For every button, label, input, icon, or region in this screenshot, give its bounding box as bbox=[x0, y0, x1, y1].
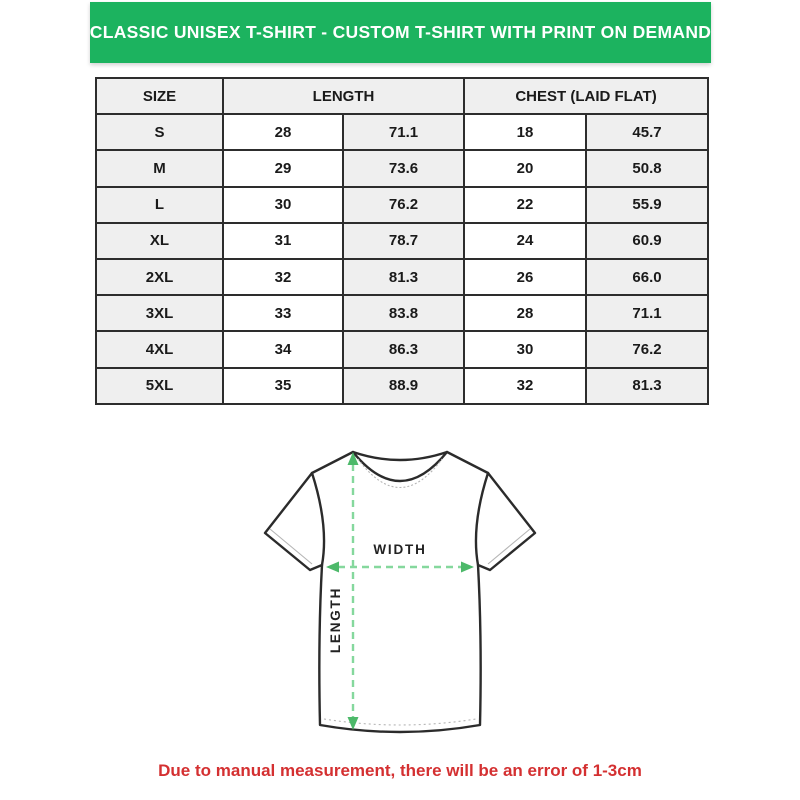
col-header-length: LENGTH bbox=[223, 78, 464, 114]
table-row bbox=[96, 368, 708, 404]
length-in: 32 bbox=[223, 259, 343, 295]
chest-cm: 55.9 bbox=[586, 187, 708, 223]
chest-in: 20 bbox=[464, 150, 586, 186]
size-label: L bbox=[96, 187, 223, 223]
length-label: LENGTH bbox=[328, 586, 343, 654]
table-row bbox=[96, 187, 708, 223]
size-label: S bbox=[96, 114, 223, 150]
chest-cm: 60.9 bbox=[586, 223, 708, 259]
size-label: XL bbox=[96, 223, 223, 259]
length-cm: 73.6 bbox=[343, 150, 464, 186]
length-cm: 83.8 bbox=[343, 295, 464, 331]
chest-in: 28 bbox=[464, 295, 586, 331]
col-header-size: SIZE bbox=[96, 78, 223, 114]
tshirt-diagram bbox=[250, 438, 550, 748]
size-label: 5XL bbox=[96, 368, 223, 404]
length-in: 33 bbox=[223, 295, 343, 331]
measurement-disclaimer: Due to manual measurement, there will be an error of 1-3cm bbox=[158, 761, 642, 780]
length-cm: 71.1 bbox=[343, 114, 464, 150]
size-label: 4XL bbox=[96, 331, 223, 367]
chest-cm: 71.1 bbox=[586, 295, 708, 331]
length-in: 35 bbox=[223, 368, 343, 404]
length-in: 30 bbox=[223, 187, 343, 223]
chest-in: 18 bbox=[464, 114, 586, 150]
chest-in: 26 bbox=[464, 259, 586, 295]
size-label: M bbox=[96, 150, 223, 186]
length-in: 34 bbox=[223, 331, 343, 367]
length-in: 29 bbox=[223, 150, 343, 186]
chest-cm: 66.0 bbox=[586, 259, 708, 295]
length-cm: 76.2 bbox=[343, 187, 464, 223]
size-label: 2XL bbox=[96, 259, 223, 295]
chest-in: 24 bbox=[464, 223, 586, 259]
length-in: 28 bbox=[223, 114, 343, 150]
table-row bbox=[96, 295, 708, 331]
length-cm: 78.7 bbox=[343, 223, 464, 259]
chest-in: 22 bbox=[464, 187, 586, 223]
table-row bbox=[96, 223, 708, 259]
chest-in: 30 bbox=[464, 331, 586, 367]
chest-in: 32 bbox=[464, 368, 586, 404]
tshirt-outline bbox=[265, 452, 535, 732]
length-cm: 86.3 bbox=[343, 331, 464, 367]
tshirt-drawing-svg bbox=[250, 438, 550, 748]
chest-cm: 50.8 bbox=[586, 150, 708, 186]
size-table bbox=[95, 77, 709, 405]
chest-cm: 76.2 bbox=[586, 331, 708, 367]
table-row bbox=[96, 114, 708, 150]
size-label: 3XL bbox=[96, 295, 223, 331]
col-header-chest: CHEST (LAID FLAT) bbox=[464, 78, 708, 114]
title-banner bbox=[90, 2, 711, 63]
length-cm: 81.3 bbox=[343, 259, 464, 295]
header-row bbox=[96, 78, 708, 114]
width-label: WIDTH bbox=[373, 542, 427, 557]
table-row bbox=[96, 331, 708, 367]
size-chart bbox=[95, 77, 707, 405]
table-row bbox=[96, 259, 708, 295]
chest-cm: 81.3 bbox=[586, 368, 708, 404]
length-cm: 88.9 bbox=[343, 368, 464, 404]
length-in: 31 bbox=[223, 223, 343, 259]
page-title: CLASSIC UNISEX T-SHIRT - CUSTOM T-SHIRT WITH PRINT ON DEMAND bbox=[89, 22, 712, 42]
chest-cm: 45.7 bbox=[586, 114, 708, 150]
table-row bbox=[96, 150, 708, 186]
